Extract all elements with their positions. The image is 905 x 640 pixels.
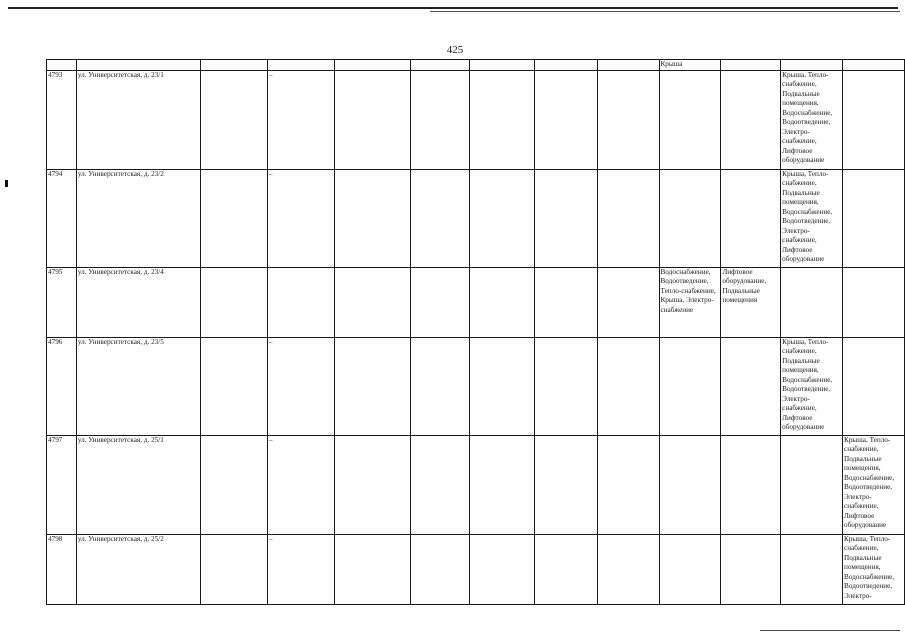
scan-top-rule bbox=[8, 7, 898, 9]
table-cell bbox=[535, 435, 598, 534]
table-cell bbox=[335, 60, 411, 71]
works-cell bbox=[659, 169, 721, 267]
row-address: ул. Университетская, д. 25/1 bbox=[76, 435, 200, 534]
table-cell bbox=[335, 435, 411, 534]
works-cell: Крыша bbox=[659, 60, 721, 71]
table-cell bbox=[470, 70, 535, 169]
table-cell bbox=[200, 70, 267, 169]
table-cell bbox=[470, 337, 535, 435]
table-cell bbox=[598, 169, 659, 267]
table-cell bbox=[721, 60, 781, 71]
table-cell bbox=[410, 70, 469, 169]
table-cell bbox=[410, 267, 469, 337]
works-cell bbox=[781, 534, 843, 604]
table-cell bbox=[598, 435, 659, 534]
table-cell bbox=[267, 60, 334, 71]
works-cell: Крыша, Тепло-снабжение, Подвальные помещения, Водоснабжение, Водоотведение, Электро-снабжение, Лифтовое оборудование bbox=[781, 70, 843, 169]
table-cell bbox=[843, 60, 905, 71]
scan-bottom-rule bbox=[760, 630, 900, 631]
table-row bbox=[47, 267, 905, 337]
row-address: ул. Университетская, д. 23/4 bbox=[76, 267, 200, 337]
row-number: 4794 bbox=[47, 169, 77, 267]
table-cell bbox=[535, 534, 598, 604]
works-cell bbox=[659, 70, 721, 169]
table-cell bbox=[335, 267, 411, 337]
works-cell: Водоснабжение, Водоотведение, Тепло-снабжение, Крыша, Электро-снабжение bbox=[659, 267, 721, 337]
works-cell bbox=[721, 534, 781, 604]
works-cell bbox=[659, 337, 721, 435]
row-number: 4798 bbox=[47, 534, 77, 604]
table-cell bbox=[470, 534, 535, 604]
table-cell bbox=[335, 70, 411, 169]
works-cell bbox=[781, 267, 843, 337]
works-cell: Крыша, Тепло-снабжение, Подвальные помещения, Водоснабжение, Водоотведение, Электро-снабжение, Лифтовое оборудование bbox=[781, 169, 843, 267]
works-cell bbox=[721, 435, 781, 534]
works-cell bbox=[843, 337, 905, 435]
table-cell bbox=[200, 169, 267, 267]
dash-mark: – bbox=[267, 70, 334, 169]
works-cell: Крыша, Тепло-снабжение, Подвальные помещения, Водоснабжение, Водоотведение, Электро-снабжение, Лифтовое оборудование bbox=[843, 435, 905, 534]
table-cell bbox=[781, 60, 843, 71]
row-address: ул. Университетская, д. 23/1 bbox=[76, 70, 200, 169]
works-cell bbox=[721, 169, 781, 267]
table-cell bbox=[200, 267, 267, 337]
table-cell bbox=[470, 267, 535, 337]
works-cell bbox=[843, 169, 905, 267]
works-cell bbox=[721, 337, 781, 435]
table-cell bbox=[535, 169, 598, 267]
table-cell bbox=[470, 60, 535, 71]
table-cell bbox=[76, 60, 200, 71]
table-cell bbox=[598, 534, 659, 604]
table-cell bbox=[410, 60, 469, 71]
works-cell bbox=[659, 534, 721, 604]
dash-mark: – bbox=[267, 534, 334, 604]
table-cell bbox=[47, 60, 77, 71]
works-cell bbox=[843, 267, 905, 337]
table-cell bbox=[535, 60, 598, 71]
works-cell: Лифтовое оборудование, Подвальные помещения bbox=[721, 267, 781, 337]
table-cell bbox=[410, 337, 469, 435]
table-row bbox=[47, 534, 905, 604]
row-address: ул. Университетская, д. 23/5 bbox=[76, 337, 200, 435]
works-cell: Крыша, Тепло-снабжение, Подвальные помещения, Водоснабжение, Водоотведение, Электро-снабжение, Лифтовое оборудование bbox=[781, 337, 843, 435]
table-cell bbox=[535, 267, 598, 337]
table-cell bbox=[410, 435, 469, 534]
table-cell bbox=[470, 169, 535, 267]
row-number: 4796 bbox=[47, 337, 77, 435]
table-cell bbox=[335, 337, 411, 435]
scan-top-rule-thin bbox=[430, 11, 900, 12]
table-cell bbox=[200, 534, 267, 604]
works-cell bbox=[781, 435, 843, 534]
table-cell bbox=[598, 60, 659, 71]
row-address: ул. Университетская, д. 25/2 bbox=[76, 534, 200, 604]
row-number: 4797 bbox=[47, 435, 77, 534]
table-cell bbox=[335, 534, 411, 604]
table-cell bbox=[335, 169, 411, 267]
dash-mark: – bbox=[267, 435, 334, 534]
table-row bbox=[47, 70, 905, 169]
table-cell bbox=[535, 70, 598, 169]
table-cell bbox=[470, 435, 535, 534]
table-cell bbox=[200, 435, 267, 534]
table-header-row bbox=[47, 60, 905, 71]
dash-mark: – bbox=[267, 337, 334, 435]
table-row bbox=[47, 337, 905, 435]
table-cell bbox=[535, 337, 598, 435]
works-cell bbox=[721, 70, 781, 169]
works-cell bbox=[843, 70, 905, 169]
table-cell bbox=[410, 169, 469, 267]
table-cell bbox=[410, 534, 469, 604]
register-table bbox=[46, 59, 905, 605]
works-cell: Крыша, Тепло-снабжение, Подвальные помещения, Водоснабжение, Водоотведение, Электро- bbox=[843, 534, 905, 604]
row-number: 4793 bbox=[47, 70, 77, 169]
dash-mark: – bbox=[267, 169, 334, 267]
row-address: ул. Университетская, д. 23/2 bbox=[76, 169, 200, 267]
page-number: 425 bbox=[446, 44, 464, 56]
table-cell bbox=[598, 337, 659, 435]
works-cell bbox=[659, 435, 721, 534]
scan-margin-mark bbox=[5, 180, 8, 187]
row-number: 4795 bbox=[47, 267, 77, 337]
table-cell bbox=[598, 267, 659, 337]
table-cell bbox=[200, 60, 267, 71]
table-row bbox=[47, 435, 905, 534]
table-cell bbox=[598, 70, 659, 169]
table-cell bbox=[200, 337, 267, 435]
table-row bbox=[47, 169, 905, 267]
dash-mark bbox=[267, 267, 334, 337]
